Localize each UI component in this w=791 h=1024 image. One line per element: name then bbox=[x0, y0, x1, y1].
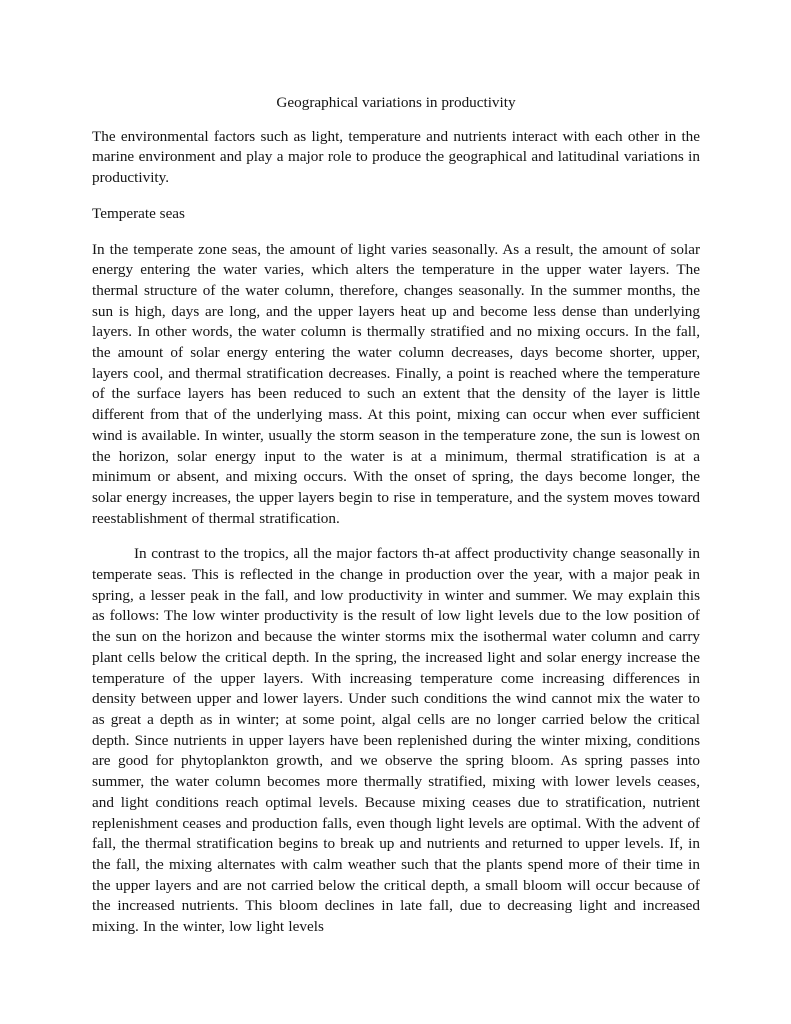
paragraph-temperate-zone: In the temperate zone seas, the amount of light varies seasonally. As a result, the amount of solar energy entering the water varies, which alters the temperature in the upper water layers. The thermal structure of the water column, therefore, changes seasonally. In the summer months, the sun is high, days are long, and the upper layers heat up and become less dense than underlying layers. In other words, the water column is thermally stratified and no mixing occurs. In the fall, the amount of solar energy entering the water column decreases, days become shorter, upper, layers cool, and thermal stratification decreases. Finally, a point is reached where the temperature of the surface layers has been reduced to such an extent that the density of the layer is little different from that of the underlying mass. At this point, mixing can occur when ever sufficient wind is available. In winter, usually the storm season in the temperature zone, the sun is lowest on the horizon, solar energy input to the water is at a minimum, thermal stratification is at a minimum or absent, and mixing occurs. With the onset of spring, the days become longer, the solar energy increases, the upper layers begin to rise in temperature, and the system moves toward reestablishment of thermal stratification. bbox=[92, 240, 700, 527]
intro-paragraph: The environmental factors such as light, temperature and nutrients interact with each other in the marine environment and play a major role to produce the geographical and latitudinal variations in productivity. bbox=[92, 127, 700, 187]
section-heading-temperate-seas: Temperate seas bbox=[92, 204, 185, 222]
paragraph-contrast-tropics: In contrast to the tropics, all the major factors th-at affect productivity change seasonally in temperate seas. This is reflected in the change in production over the year, with a major peak in spring, a lesser peak in the fall, and low productivity in winter and summer. We may explain this as follows: The low winter productivity is the result of low light levels due to the low position of the sun on the horizon and because the winter storms mix the isothermal water column and carry plant cells below the critical depth. In the spring, the increased light and solar energy increase the temperature of the upper layers. With increasing temperature come increasing differences in density between upper and lower layers. Under such conditions the wind cannot mix the water to as great a depth as in winter; at some point, algal cells are no longer carried below the critical depth. Since nutrients in upper layers have been replenished during the winter mixing, conditions are good for phytoplankton growth, and we observe the spring bloom. As spring passes into summer, the water column becomes more thermally stratified, mixing with lower levels ceases, and light conditions reach optimal levels. Because mixing ceases due to stratification, nutrient replenishment ceases and production falls, even though light levels are optimal. With the advent of fall, the thermal stratification begins to break up and nutrients and returned to upper levels. If, in the fall, the mixing alternates with calm weather such that the plants spend more of their time in the upper layers and are not carried below the critical depth, a small bloom will occur because of the increased nutrients. This bloom declines in late fall, due to decreasing light and increased mixing. In the winter, low light levels bbox=[92, 545, 700, 936]
document-title: Geographical variations in productivity bbox=[276, 94, 516, 111]
